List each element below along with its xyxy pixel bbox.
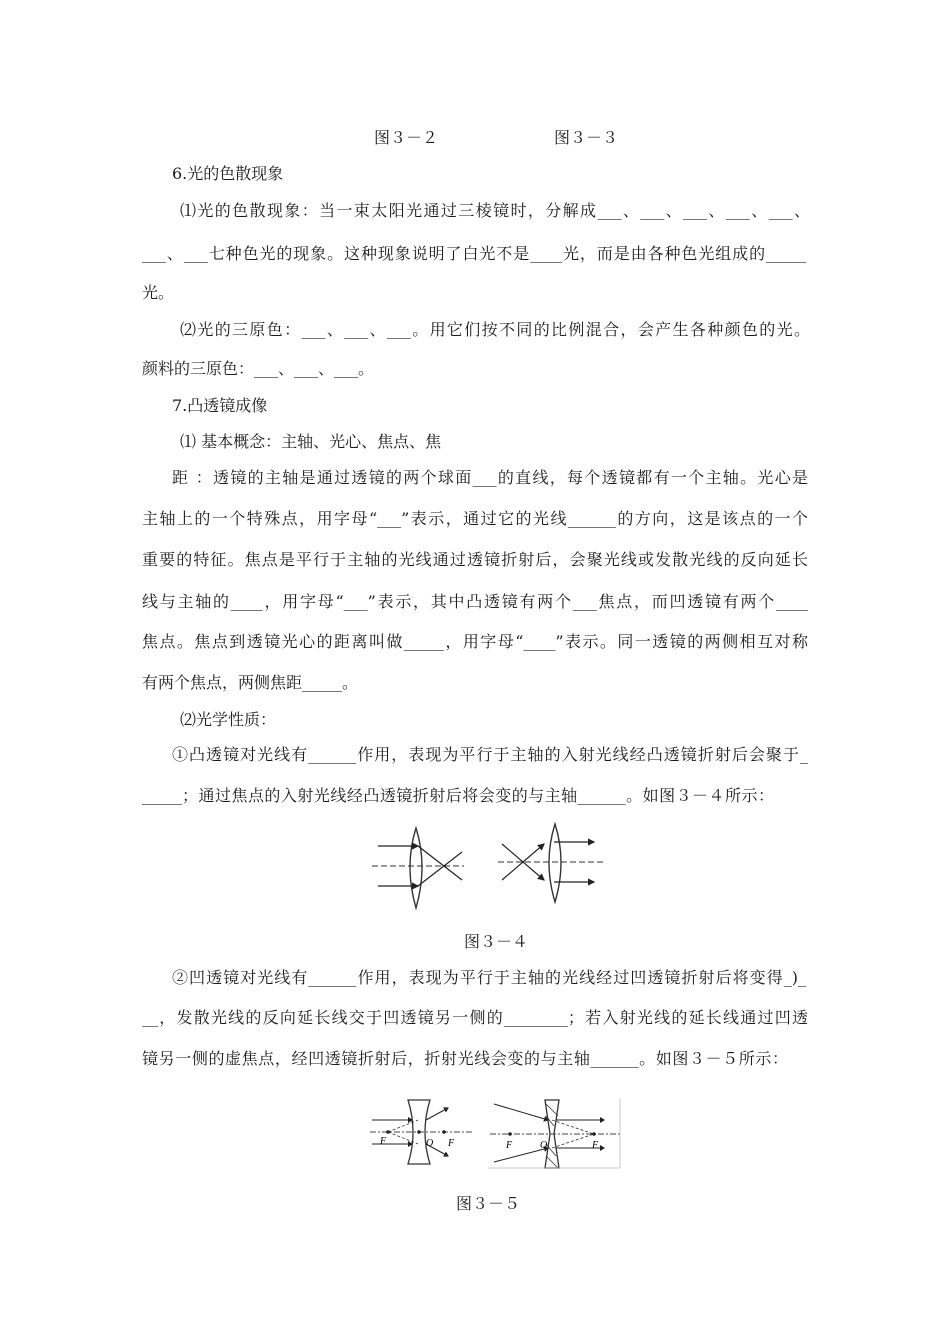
paragraph-line: ⑵光学性质：	[180, 710, 277, 729]
paragraph-line: 镜另一侧的虚焦点，经凹透镜折射后，折射光线会变的与主轴______。如图３－５所示：	[142, 1049, 788, 1068]
paragraph-line: ①凸透镜对光线有______作用，表现为平行于主轴的入射光线经凸透镜折射后会聚于_	[172, 745, 808, 764]
figure-3-4-convex-lens	[372, 822, 604, 920]
focal-point-label: F	[506, 1140, 513, 1151]
paragraph-line: ②凹透镜对光线有______作用，表现为平行于主轴的光线经过凹透镜折射后将变得_)_	[172, 968, 806, 987]
paragraph-line: 光。	[142, 283, 175, 302]
caption-fig-3-2: 图３－２	[374, 128, 439, 147]
paragraph-line: ___、___七种色光的现象。这种现象说明了白光不是____光，而是由各种色光组成的_____	[142, 244, 806, 263]
focal-point-label: F	[448, 1138, 455, 1149]
heading-section-6: 6.光的色散现象	[172, 164, 284, 183]
caption-fig-3-3: 图３－３	[554, 128, 619, 147]
focal-point-label: F	[380, 1136, 387, 1147]
caption-fig-3-5: 图３－５	[456, 1194, 521, 1213]
figure-3-5-concave-lens	[366, 1094, 622, 1172]
focal-point-label: F	[592, 1140, 599, 1151]
paragraph-line: ⑴ 基本概念：主轴、光心、焦点、焦	[180, 432, 442, 451]
paragraph-line: _____；通过焦点的入射光线经凸透镜折射后将会变的与主轴______。如图３－４所示：	[142, 786, 774, 805]
paragraph-line: ⑵光的三原色：___、___、___。用它们按不同的比例混合，会产生各种颜色的光。	[180, 320, 810, 339]
paragraph-line: 有两个焦点，两侧焦距_____。	[142, 673, 359, 692]
paragraph-line: 颜料的三原色：___、___、___。	[142, 359, 375, 378]
paragraph-line: __，发散光线的反向延长线交于凹透镜另一侧的________；若入射光线的延长线通过凹透	[142, 1008, 808, 1027]
caption-fig-3-4: 图３－４	[464, 932, 529, 951]
paragraph-line: 重要的特征。焦点是平行于主轴的光线通过透镜折射后，会聚光线或发散光线的反向延长	[142, 550, 808, 569]
paragraph-line: 焦点。焦点到透镜光心的距离叫做_____，用字母“____”表示。同一透镜的两侧相互对称	[142, 632, 808, 651]
optical-center-label: O	[426, 1138, 434, 1149]
optical-center-label: O	[540, 1140, 548, 1151]
paragraph-line: 线与主轴的____，用字母“___”表示，其中凸透镜有两个___焦点，而凹透镜有两个____	[142, 592, 808, 611]
paragraph-line: 距 ：透镜的主轴是通过透镜的两个球面___的直线，每个透镜都有一个主轴。光心是	[172, 468, 808, 487]
heading-section-7: 7.凸透镜成像	[172, 396, 268, 415]
paragraph-line: ⑴光的色散现象：当一束太阳光通过三棱镜时，分解成___、___、___、___、___、	[180, 201, 810, 220]
paragraph-line: 主轴上的一个特殊点，用字母“___”表示，通过它的光线______的方向，这是该点的一个	[142, 509, 808, 528]
